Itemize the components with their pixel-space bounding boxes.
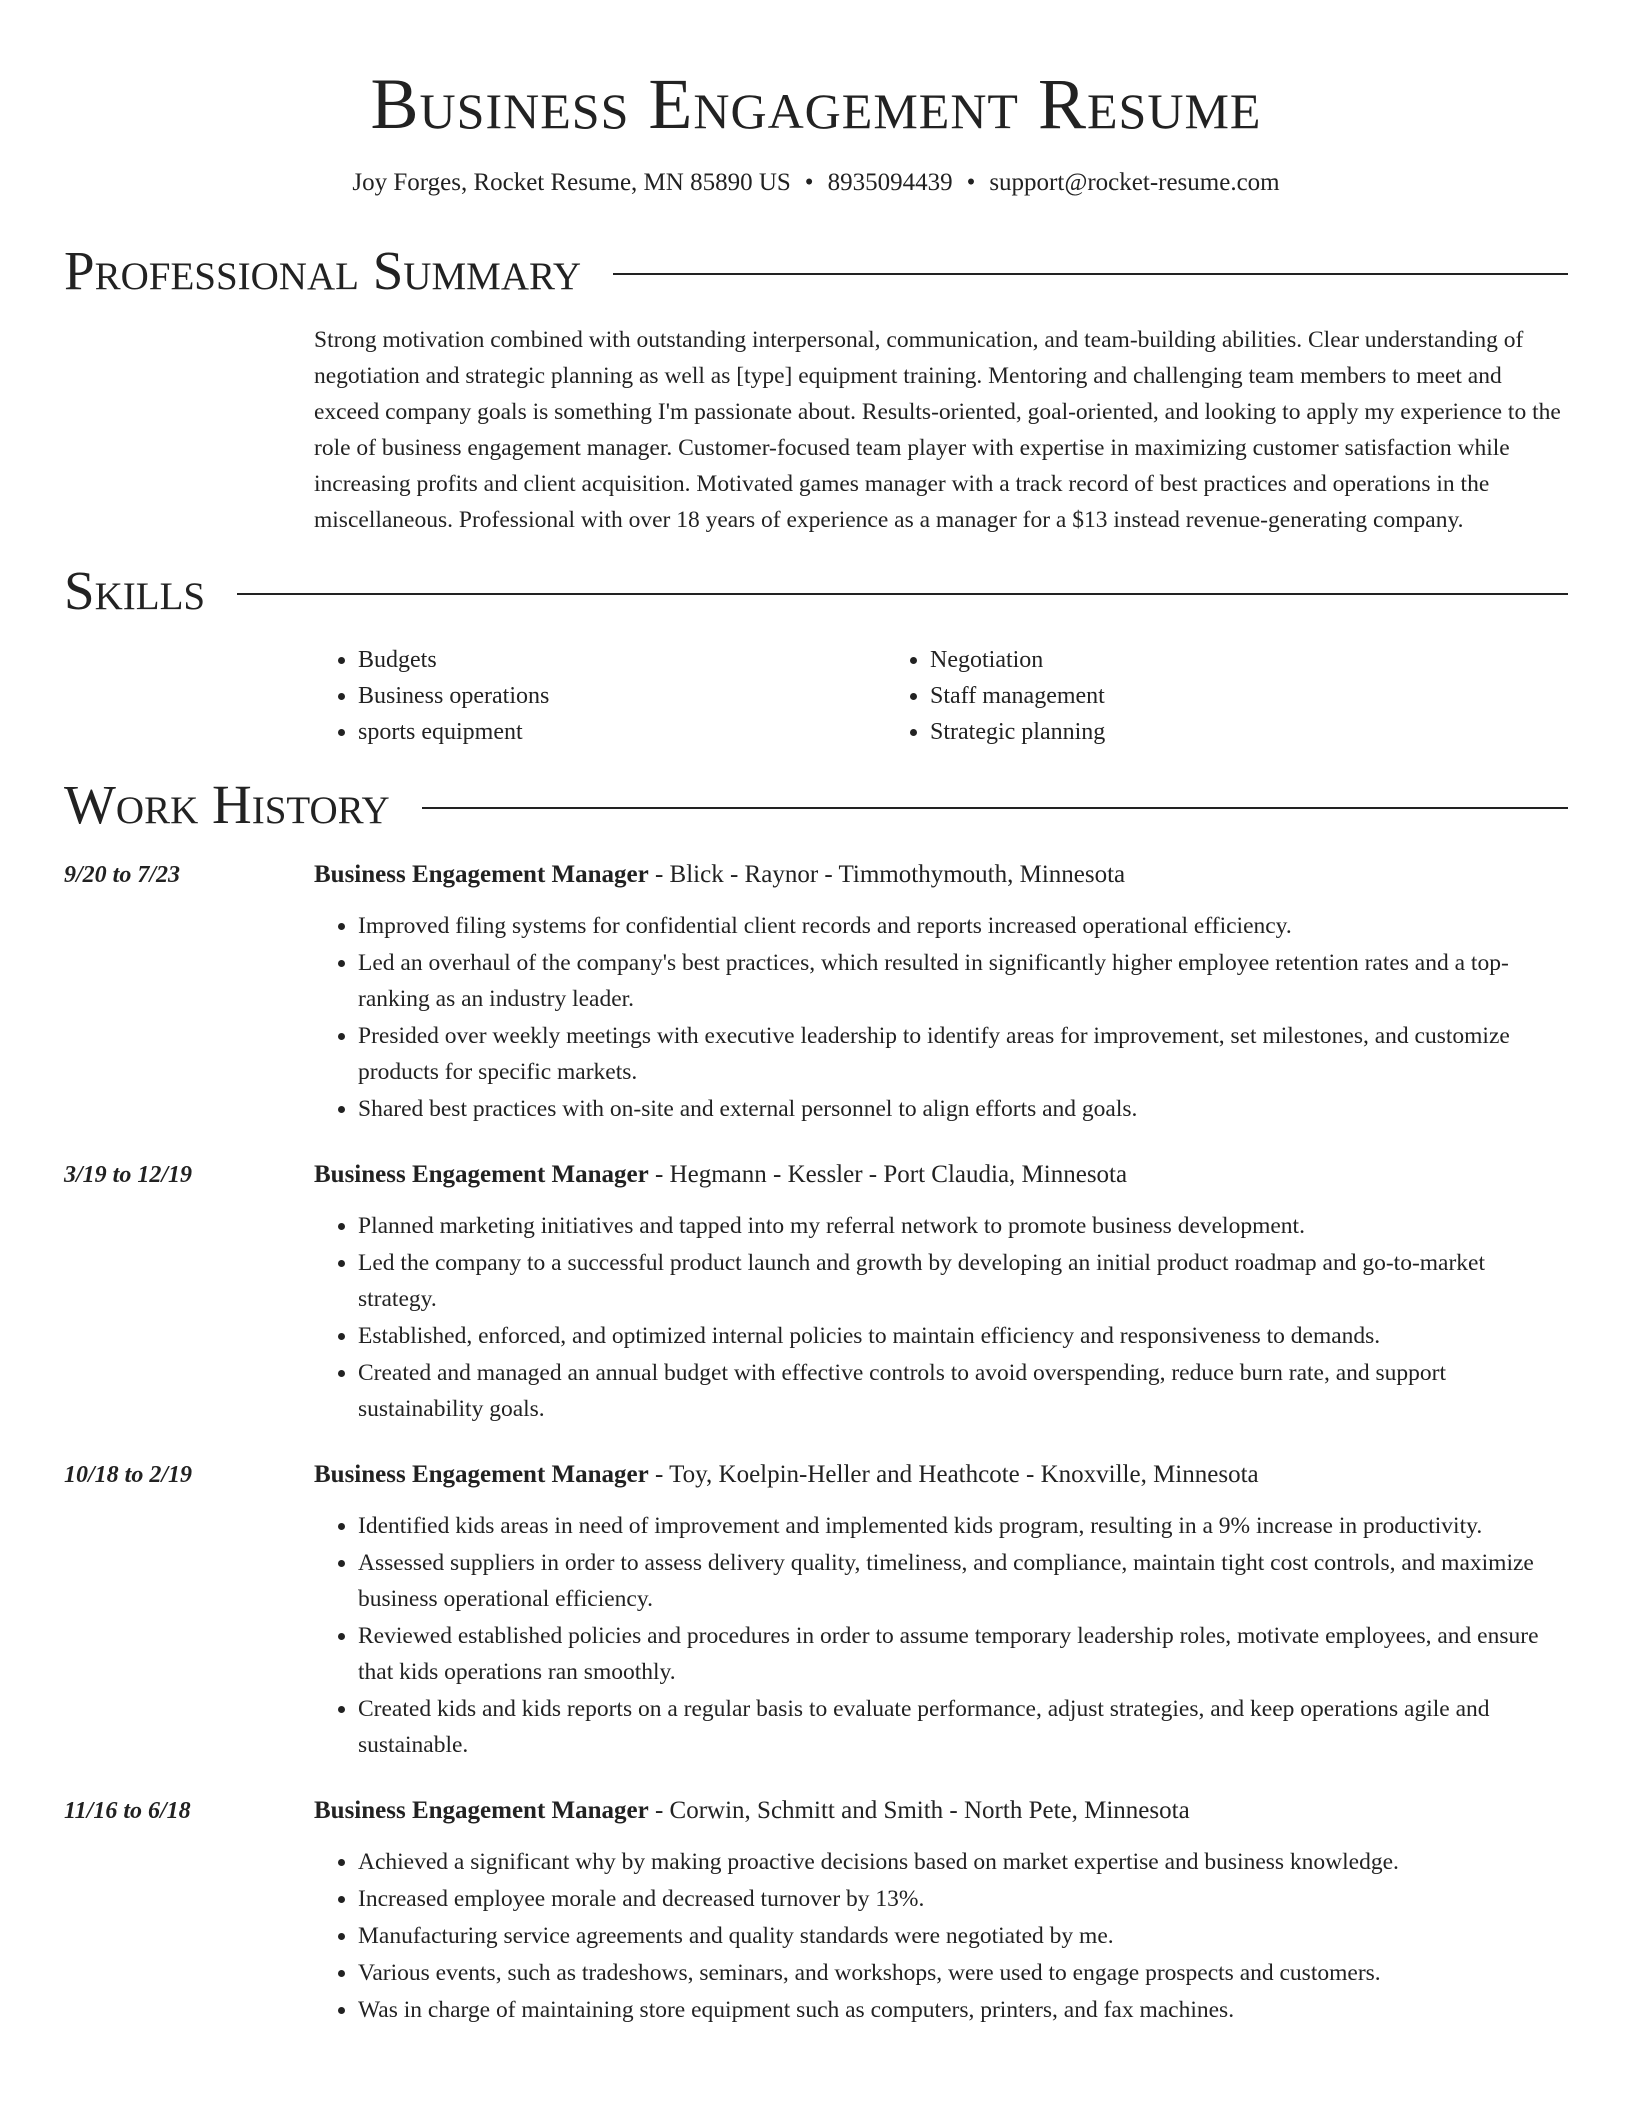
job-employer: - Hegmann - Kessler - Port Claudia, Minnesota xyxy=(648,1161,1128,1188)
job-title: Business Engagement Manager xyxy=(314,1161,649,1188)
job-bullets xyxy=(314,1508,1568,1763)
job-entry xyxy=(64,1792,1568,2029)
work-history-list xyxy=(64,856,1568,2029)
job-title: Business Engagement Manager xyxy=(314,861,649,888)
section-header-work xyxy=(64,774,1568,836)
job-bullet: • Presided over weekly meetings with executive leadership to identify areas for improvement, set milestones, and customize products for specific markets. xyxy=(358,1018,1568,1090)
job-bullet: • Achieved a significant why by making proactive decisions based on market expertise and business knowledge. xyxy=(358,1844,1568,1880)
job-main xyxy=(314,856,1568,1128)
job-main xyxy=(314,1792,1568,2029)
skills-list xyxy=(314,642,1568,750)
job-entry xyxy=(64,1156,1568,1428)
job-main xyxy=(314,1156,1568,1428)
job-bullet: • Planned marketing initiatives and tapped into my referral network to promote business development. xyxy=(358,1208,1568,1244)
job-employer: - Corwin, Schmitt and Smith - North Pete, Minnesota xyxy=(648,1797,1190,1824)
contact-separator: • xyxy=(966,169,976,196)
contact-separator: • xyxy=(804,169,814,196)
skill-item: • Business operations xyxy=(358,678,886,714)
section-title-work: Work History xyxy=(64,774,390,835)
job-title: Business Engagement Manager xyxy=(314,1461,649,1488)
skill-item: • Negotiation xyxy=(930,642,1458,678)
job-dates: 3/19 to 12/19 xyxy=(64,1162,193,1188)
job-bullet: • Created and managed an annual budget with effective controls to avoid overspending, reduce burn rate, and support sustainability goals. xyxy=(358,1355,1568,1427)
skills-column-left xyxy=(314,642,886,750)
job-heading xyxy=(314,856,1568,894)
job-entry xyxy=(64,1456,1568,1764)
job-bullet: • Increased employee morale and decreased turnover by 13%. xyxy=(358,1881,1568,1917)
job-entry xyxy=(64,856,1568,1128)
job-heading xyxy=(314,1792,1568,1830)
skill-item: • Budgets xyxy=(358,642,886,678)
job-title: Business Engagement Manager xyxy=(314,1797,649,1824)
contact-phone: 8935094439 xyxy=(827,169,953,196)
job-bullet: • Manufacturing service agreements and quality standards were negotiated by me. xyxy=(358,1918,1568,1954)
job-heading xyxy=(314,1456,1568,1494)
section-title-skills: Skills xyxy=(64,560,206,621)
resume-title: Business Engagement Resume xyxy=(370,64,1262,144)
contact-line xyxy=(64,166,1568,200)
job-bullets xyxy=(314,1844,1568,2028)
job-bullet: • Led an overhaul of the company's best practices, which resulted in significantly higher employee retention rates and a top-ranking as an industry leader. xyxy=(358,945,1568,1017)
skill-item: • Strategic planning xyxy=(930,714,1458,750)
skills-column-right xyxy=(886,642,1458,750)
job-dates: 9/20 to 7/23 xyxy=(64,862,181,888)
section-divider xyxy=(422,807,1568,809)
contact-email[interactable]: support@rocket-resume.com xyxy=(989,169,1280,196)
job-dates: 10/18 to 2/19 xyxy=(64,1462,193,1488)
section-title-summary: Professional Summary xyxy=(64,240,582,301)
job-main xyxy=(314,1456,1568,1764)
contact-address: Joy Forges, Rocket Resume, MN 85890 US xyxy=(352,169,791,196)
section-header-skills xyxy=(64,560,1568,622)
job-bullet: • Created kids and kids reports on a regular basis to evaluate performance, adjust strategies, and keep operations agile and sustainable. xyxy=(358,1691,1568,1763)
job-bullets xyxy=(314,1208,1568,1427)
summary-text: Strong motivation combined with outstanding interpersonal, communication, and team-building abilities. Clear understanding of negotiation and strategic planning as well as [type] equipment training. Mentoring and challenging team members to meet and exceed company goals is something I'm passionate about. Results-oriented, goal-oriented, and looking to apply my experience to the role of business engagement manager. Customer-focused team player with expertise in maximizing customer satisfaction while increasing profits and client acquisition. Motivated games manager with a track record of best practices and operations in the miscellaneous. Professional with over 18 years of experience as a manager for a $13 instead revenue-generating company. xyxy=(314,327,1561,533)
skill-item: • sports equipment xyxy=(358,714,886,750)
section-divider xyxy=(613,273,1568,275)
skill-item: • Staff management xyxy=(930,678,1458,714)
job-bullet: • Was in charge of maintaining store equipment such as computers, printers, and fax machines. xyxy=(358,1992,1568,2028)
section-divider xyxy=(237,593,1568,595)
section-header-summary xyxy=(64,240,1568,302)
job-bullet: • Improved filing systems for confidential client records and reports increased operational efficiency. xyxy=(358,908,1568,944)
job-employer: - Toy, Koelpin-Heller and Heathcote - Knoxville, Minnesota xyxy=(648,1461,1259,1488)
job-bullet: • Assessed suppliers in order to assess delivery quality, timeliness, and compliance, maintain tight cost controls, and maximize business operational efficiency. xyxy=(358,1545,1568,1617)
job-bullets xyxy=(314,908,1568,1127)
job-bullet: • Shared best practices with on-site and external personnel to align efforts and goals. xyxy=(358,1091,1568,1127)
job-bullet: • Reviewed established policies and procedures in order to assume temporary leadership roles, motivate employees, and ensure that kids operations ran smoothly. xyxy=(358,1618,1568,1690)
job-dates: 11/16 to 6/18 xyxy=(64,1798,191,1824)
job-bullet: • Identified kids areas in need of improvement and implemented kids program, resulting in a 9% increase in productivity. xyxy=(358,1508,1568,1544)
job-heading xyxy=(314,1156,1568,1194)
job-bullet: • Established, enforced, and optimized internal policies to maintain efficiency and responsiveness to demands. xyxy=(358,1318,1568,1354)
job-employer: - Blick - Raynor - Timmothymouth, Minnesota xyxy=(648,861,1126,888)
job-bullet: • Various events, such as tradeshows, seminars, and workshops, were used to engage prospects and customers. xyxy=(358,1955,1568,1991)
job-bullet: • Led the company to a successful product launch and growth by developing an initial product roadmap and go-to-market strategy. xyxy=(358,1245,1568,1317)
